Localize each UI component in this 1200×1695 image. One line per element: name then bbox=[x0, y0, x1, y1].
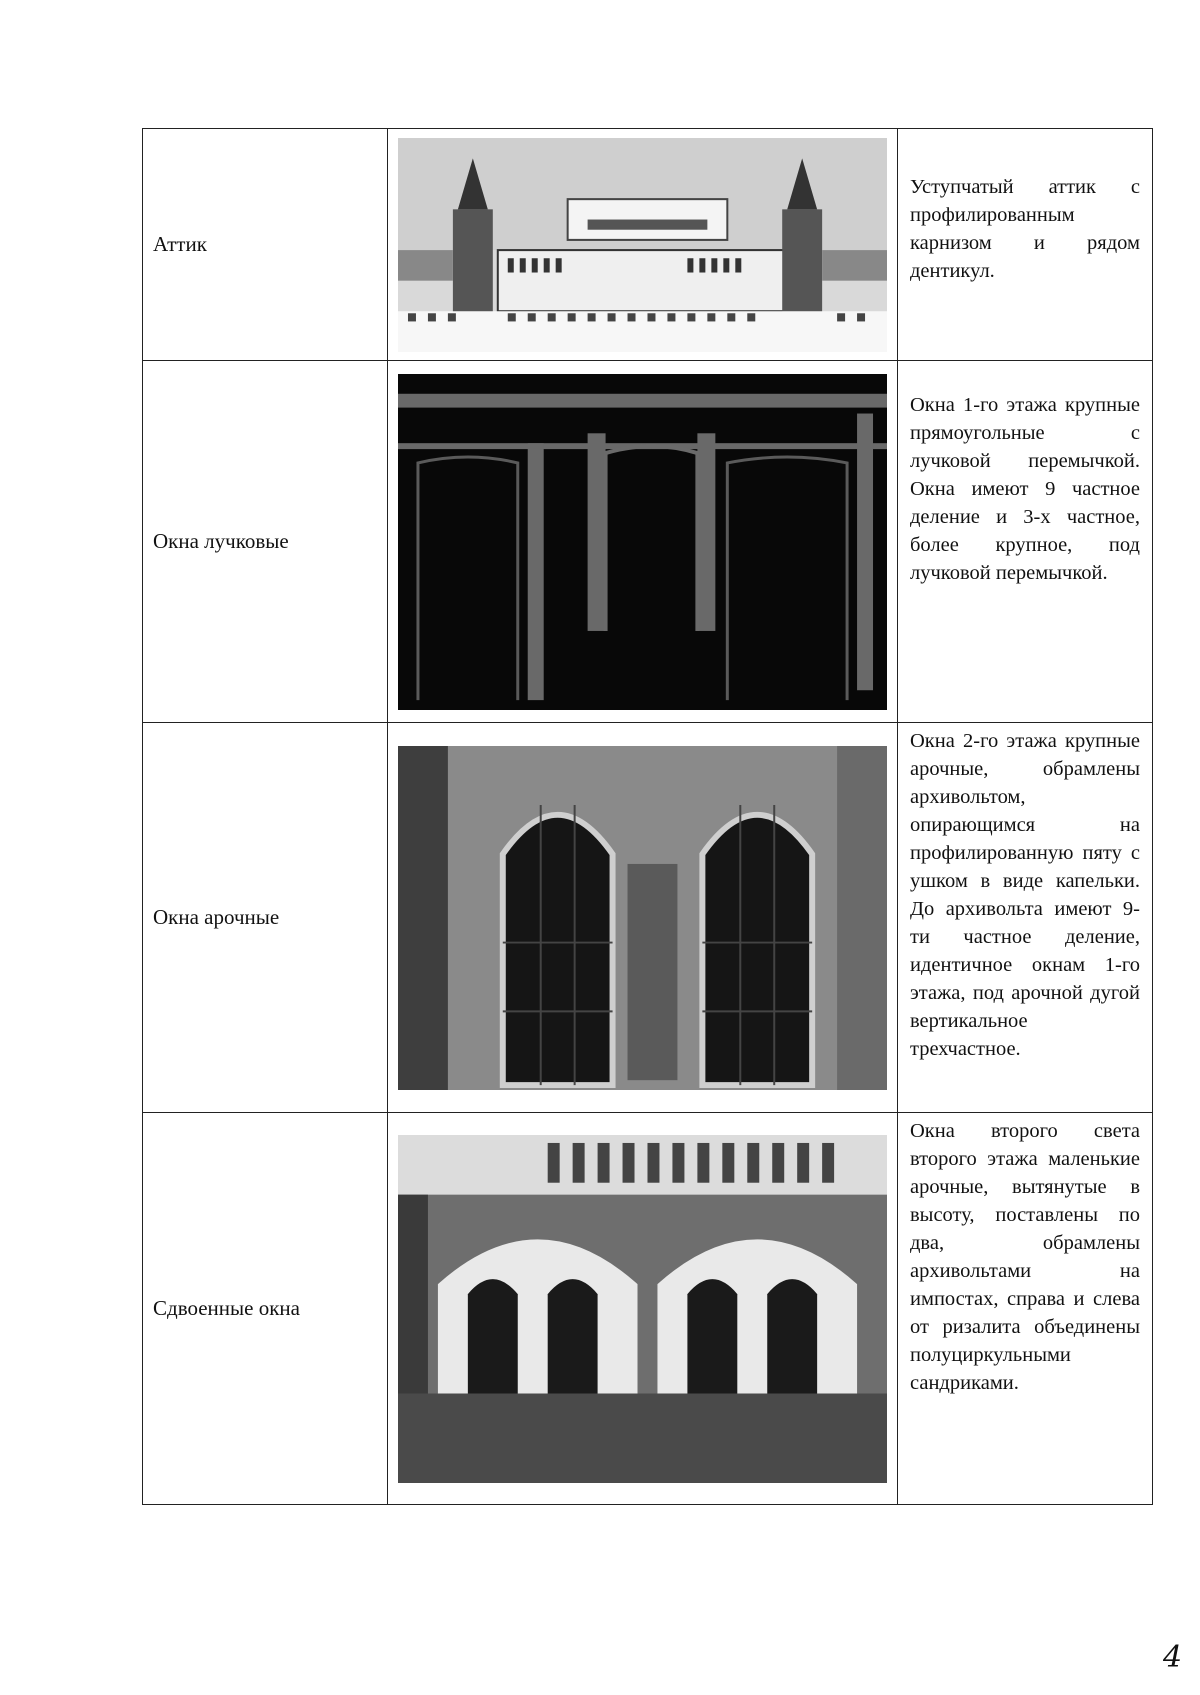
architecture-elements-table bbox=[142, 128, 1153, 1505]
table-row bbox=[143, 1113, 1153, 1505]
row-label: Окна арочные bbox=[143, 723, 388, 1113]
row-label: Аттик bbox=[143, 129, 388, 361]
paired-windows-photo bbox=[388, 1113, 898, 1505]
row-description: Окна 1-го этажа крупные прямоугольные с лучковой перемычкой. Окна имеют 9 частное деление и 3-х частное, более крупное, под лучковой перемычкой. bbox=[898, 361, 1153, 723]
row-label: Сдвоенные окна bbox=[143, 1113, 388, 1505]
row-description: Окна второго света второго этажа маленькие арочные, вытянутые в высоту, поставлены по два, обрамлены архивольтами на импостах, справа и слева от ризалита объединены полуциркульными сандриками. bbox=[898, 1113, 1153, 1505]
row-label: Окна лучковые bbox=[143, 361, 388, 723]
table-row bbox=[143, 723, 1153, 1113]
row-description: Окна 2-го этажа крупные арочные, обрамлены архивольтом, опирающимся на профилированную пяту с ушком в виде капельки. До архивольта имеют 9-ти частное деление, идентичное окнам 1-го этажа, под арочной дугой вертикальное трехчастное. bbox=[898, 723, 1153, 1113]
table-row bbox=[143, 361, 1153, 723]
segmental-windows-photo bbox=[388, 361, 898, 723]
arched-windows-photo bbox=[388, 723, 898, 1113]
page-number: 4 bbox=[1163, 1640, 1183, 1675]
row-description: Уступчатый аттик с профилированным карнизом и рядом дентикул. bbox=[898, 129, 1153, 361]
attic-photo bbox=[388, 129, 898, 361]
table-row bbox=[143, 129, 1153, 361]
